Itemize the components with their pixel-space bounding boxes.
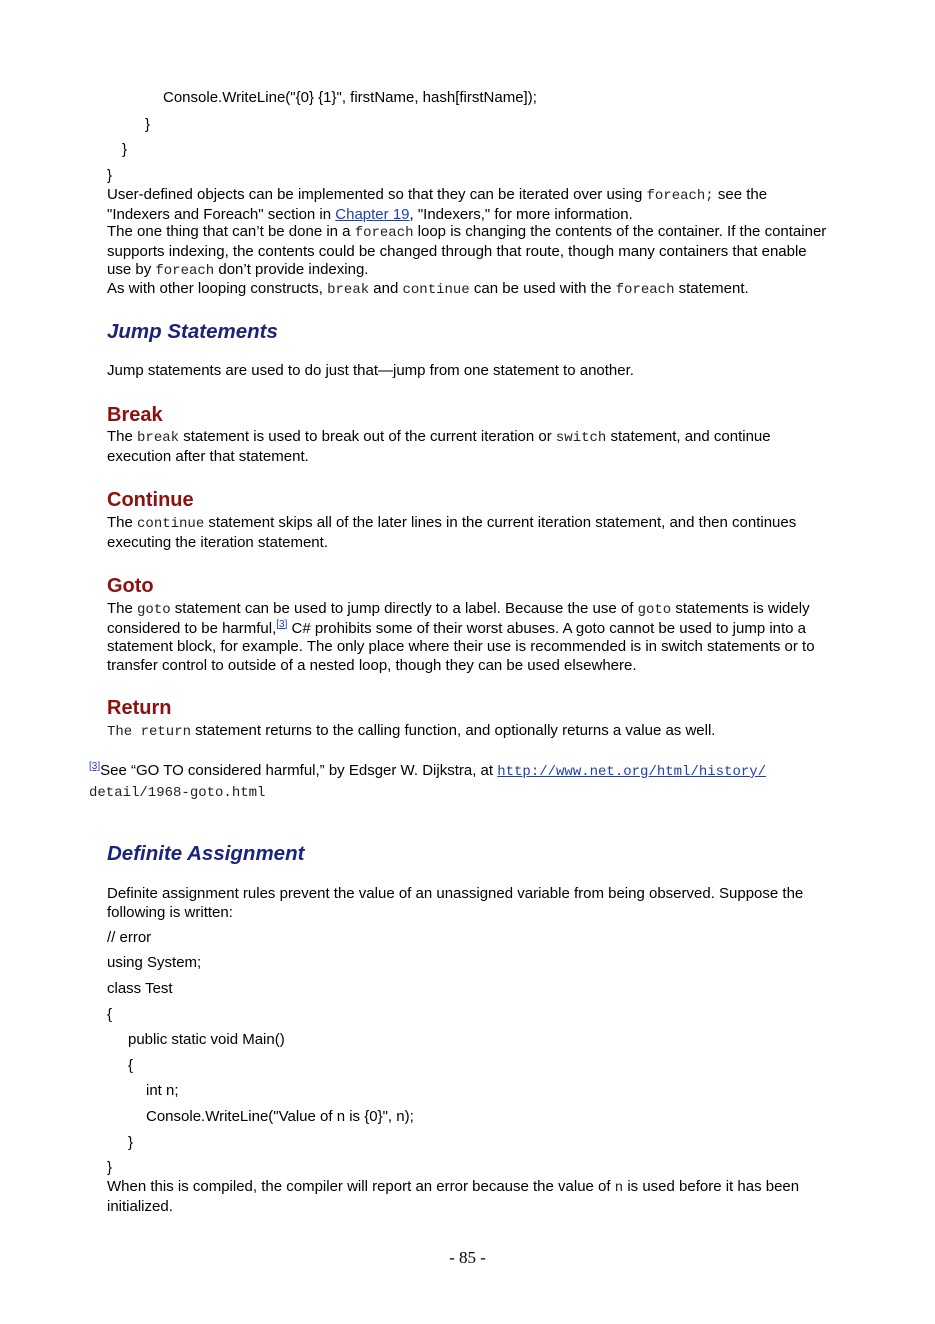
- subsection-heading-break: Break: [107, 404, 163, 426]
- text: see the "Indexers and Foreach" section in: [107, 186, 768, 223]
- text: don’t provide indexing.: [214, 261, 369, 278]
- text: The: [107, 600, 138, 617]
- text: , "Indexers," for more information.: [409, 205, 633, 223]
- inline-code: continue: [402, 282, 470, 298]
- text: loop is changing the contents of the container. If the container supports indexing, the contents could be changed through that route, though many containers that enable use by: [107, 223, 827, 278]
- text: statement is used to break out of the current iteration or: [179, 428, 556, 445]
- text: statement can be used to jump directly to a label. Because the use of: [170, 600, 638, 617]
- paragraph-goto: [107, 600, 832, 675]
- inline-code: break: [327, 282, 370, 298]
- paragraph-continue: [107, 514, 832, 552]
- text: can be used with the: [469, 280, 616, 297]
- code-line: int n;: [146, 1082, 179, 1099]
- footnote-marker-link[interactable]: [3]: [89, 761, 101, 772]
- section-heading-definite-assignment: Definite Assignment: [107, 842, 305, 865]
- inline-code: continue: [137, 516, 205, 532]
- paragraph-compile-error: [107, 1178, 832, 1216]
- code-line: {: [107, 1006, 113, 1023]
- inline-code: foreach: [155, 263, 215, 279]
- text: User-defined objects can be implemented so that they can be iterated over using: [107, 186, 647, 203]
- text: The: [107, 428, 138, 445]
- footnote: [89, 761, 849, 803]
- inline-code: foreach: [354, 225, 414, 241]
- section-heading-jump-statements: Jump Statements: [107, 320, 278, 343]
- inline-code: n: [614, 1180, 624, 1196]
- footnote-url-link[interactable]: http://www.net.org/html/history/: [497, 764, 767, 780]
- page-number: - 85 -: [449, 1248, 486, 1267]
- paragraph-jump: Jump statements are used to do just that—jump from one statement to another.: [107, 362, 634, 379]
- text: statement, and continue execution after that statement.: [107, 428, 771, 465]
- code-line: Console.WriteLine("{0} {1}", firstName, hash[firstName]);: [163, 89, 537, 106]
- code-line: }: [145, 116, 151, 133]
- paragraph-foreach-contents: [107, 223, 832, 281]
- code-line: public static void Main(): [128, 1031, 285, 1048]
- text: C# prohibits some of their worst abuses. A goto cannot be used to jump into a statement block, for example. The only place where their use is recommended is in switch statements or to transfer control to outside of a nested loop, though they can be used elsewhere.: [107, 619, 815, 674]
- text: When this is compiled, the compiler will report an error because the value of: [107, 1178, 615, 1195]
- subsection-heading-goto: Goto: [107, 575, 154, 597]
- text: The one thing that can’t be done in a: [107, 223, 355, 240]
- text: The: [107, 514, 138, 531]
- code-line: {: [128, 1057, 134, 1074]
- text: statement.: [674, 280, 749, 297]
- code-line: }: [107, 167, 113, 184]
- text: See “GO TO considered harmful,” by Edsger W. Dijkstra, at: [100, 762, 498, 779]
- paragraph-break: [107, 428, 832, 466]
- text: statement returns to the calling function, and optionally returns a value as well.: [191, 722, 716, 739]
- footnote-reference-link[interactable]: [3]: [276, 618, 288, 630]
- paragraph-looping-constructs: [107, 280, 832, 300]
- code-line: class Test: [107, 980, 173, 997]
- subsection-heading-return: Return: [107, 697, 172, 719]
- subsection-heading-continue: Continue: [107, 489, 194, 511]
- code-line: }: [122, 141, 128, 158]
- paragraph-return: [107, 722, 832, 742]
- inline-code: goto: [637, 602, 672, 618]
- text: statement skips all of the later lines in the current iteration statement, and then continues executing the iteration statement.: [107, 514, 797, 551]
- inline-code: break: [137, 430, 180, 446]
- text: and: [369, 280, 403, 297]
- text: is used before it has been initialized.: [107, 1178, 800, 1215]
- code-line: using System;: [107, 954, 202, 971]
- inline-code: The return: [107, 724, 192, 740]
- paragraph-definite-assignment: Definite assignment rules prevent the value of an unassigned variable from being observed. Suppose the following is written:: [107, 885, 804, 921]
- inline-code: foreach: [615, 282, 675, 298]
- inline-code: goto: [137, 602, 171, 618]
- chapter-19-link[interactable]: Chapter 19: [335, 205, 410, 223]
- text: statements is widely considered to be harmful,: [107, 600, 810, 637]
- code-line: }: [107, 1159, 113, 1176]
- code-line: // error: [107, 929, 152, 946]
- footnote-url-continuation: detail/1968-goto.html: [89, 785, 266, 801]
- code-line: Console.WriteLine("Value of n is {0}", n);: [146, 1108, 414, 1125]
- text: As with other looping constructs,: [107, 280, 328, 297]
- inline-code: foreach;: [646, 188, 714, 204]
- paragraph-foreach-objects: [107, 186, 832, 224]
- code-line: }: [128, 1134, 134, 1151]
- inline-code: switch: [555, 430, 607, 446]
